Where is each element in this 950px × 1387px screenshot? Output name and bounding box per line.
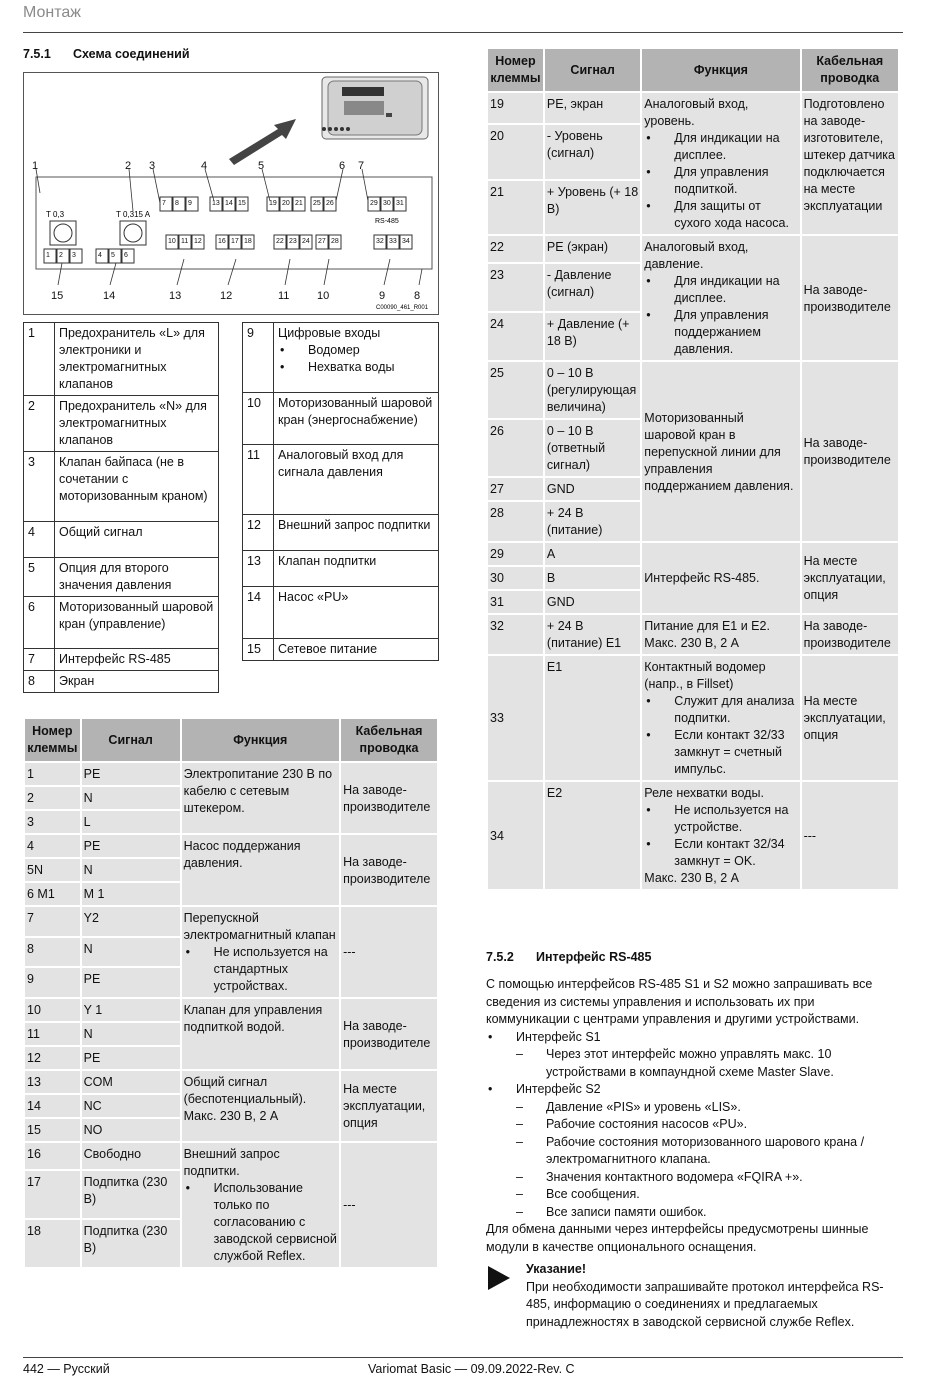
cable-cell: На заводе-производителе [341, 763, 437, 833]
terminal-number: 11 [25, 1023, 80, 1045]
table-row [488, 656, 898, 780]
bullet-item: • Нехватка воды [278, 359, 434, 376]
legend-text: Сетевое питание [278, 642, 378, 656]
terminal-number: 18 [25, 1220, 80, 1267]
col-terminal: Номер клеммы [488, 49, 543, 91]
terminal-number: 31 [488, 591, 543, 613]
cable-cell: На заводе-производителе [341, 999, 437, 1069]
fuse-label-2: T 0,315 A [116, 210, 151, 219]
callout-number: 1 [32, 160, 39, 172]
legend-number: 2 [24, 396, 55, 452]
signal-cell: Свободно [82, 1143, 180, 1169]
bullet-item: • Если контакт 32/34 замкнут = OK. [644, 836, 797, 870]
signal-cell: + 24 В (питание) [545, 502, 640, 541]
table-row [488, 362, 898, 418]
legend-row [243, 323, 439, 393]
footer-divider [23, 1357, 903, 1358]
legend-text: Моторизованный шаровой кран (энергоснабжение) [278, 396, 433, 427]
cable-cell: На заводе-производителе [802, 362, 898, 541]
table-row [25, 835, 437, 857]
function-cell: Электропитание 230 В по кабелю с сетевым штекером. [182, 763, 339, 833]
terminal-number: 30 [488, 567, 543, 589]
callout-number: 13 [169, 290, 182, 302]
legend-row [24, 649, 219, 671]
function-cell: Насос поддержания давления. [182, 835, 339, 905]
col-cable: Кабельная проводка [802, 49, 898, 91]
bullet-item: • Для управления подпиткой. [644, 164, 797, 198]
signal-cell: Y 1 [82, 999, 180, 1021]
bullet-item: • Если контакт 32/33 замкнут = счетный импульс. [644, 727, 797, 778]
legend-number: 14 [243, 587, 274, 639]
terminal-table-1 [23, 717, 439, 1269]
callout-number: 3 [149, 160, 156, 172]
callout-number: 6 [339, 160, 346, 172]
function-cell: Аналоговый вход, уровень. • Для индикации на дисплее. • Для управления подпиткой. • Для защиты от сухого хода насоса. [642, 93, 799, 234]
legend-right [242, 322, 439, 661]
terminal-number: 10 [25, 999, 80, 1021]
bullet-item: • Использование только по согласованию с заводской сервисной службой Reflex. [184, 1180, 337, 1265]
terminal-label: 22 [276, 238, 284, 245]
callout-number: 12 [220, 290, 233, 302]
signal-cell: Подпитка (230 В) [82, 1220, 180, 1267]
terminal-number: 17 [25, 1171, 80, 1218]
callout-number: 11 [278, 290, 290, 302]
page-header: Монтаж [23, 4, 81, 21]
signal-cell: + 24 В (питание) E1 [545, 615, 640, 654]
rs485-intro: С помощью интерфейсов RS-485 S1 и S2 можно запрашивать все сведения из системы управления и использовать их при коммуникации с центрами управления и другими устройствами. [486, 977, 873, 1026]
terminal-label: 31 [396, 200, 404, 207]
terminal-number: 3 [25, 811, 80, 833]
legend-row [243, 515, 439, 551]
table-row [488, 615, 898, 654]
legend-text: Цифровые входы [278, 326, 381, 340]
note-arrow-icon [486, 1264, 512, 1297]
legend-number: 15 [243, 639, 274, 661]
signal-cell: - Давление (сигнал) [545, 264, 640, 311]
function-cell: Интерфейс RS-485. [642, 543, 799, 613]
signal-cell: PE [82, 968, 180, 997]
footer-doc: Variomat Basic — 09.09.2022-Rev. C [368, 1362, 575, 1376]
legend-text: Насос «PU» [278, 590, 349, 604]
terminal-number: 32 [488, 615, 543, 654]
signal-cell: PE [82, 1047, 180, 1069]
terminal-label: 8 [175, 200, 179, 207]
bullet-item: • Служит для анализа подпитки. [644, 693, 797, 727]
terminal-number: 28 [488, 502, 543, 541]
terminal-label: 18 [244, 238, 252, 245]
terminal-number: 33 [488, 656, 543, 780]
section-title-7-5-2: 7.5.2 Интерфейс RS-485 [486, 950, 652, 964]
function-cell: Клапан для управления подпиткой водой. [182, 999, 339, 1069]
terminal-label: 2 [59, 252, 63, 259]
bus-modules-text: Для обмена данными через интерфейсы предусмотрены шинные модули в качестве опционального оснащения. [486, 1222, 869, 1254]
terminal-number: 21 [488, 181, 543, 234]
legend-number: 9 [243, 323, 274, 393]
cable-cell: --- [802, 782, 898, 889]
terminal-number: 1 [25, 763, 80, 785]
terminal-label: 32 [376, 238, 384, 245]
signal-cell: Подпитка (230 В) [82, 1171, 180, 1218]
signal-cell: PE (экран) [545, 236, 640, 262]
terminal-number: 24 [488, 313, 543, 360]
rs485-section-body [486, 976, 898, 1256]
callout-number: 9 [379, 290, 386, 302]
terminal-label: 19 [269, 200, 277, 207]
interface-s2: • Интерфейс S2 [486, 1081, 898, 1099]
terminal-number: 26 [488, 420, 543, 476]
legend-text: Аналоговый вход для сигнала давления [278, 448, 404, 479]
terminal-label: 3 [72, 252, 76, 259]
signal-cell: COM [82, 1071, 180, 1093]
wiring-diagram [23, 72, 439, 315]
legend-row [243, 639, 439, 661]
terminal-number: 16 [25, 1143, 80, 1169]
signal-cell: NC [82, 1095, 180, 1117]
legend-number: 1 [24, 323, 55, 396]
callout-number: 8 [414, 290, 421, 302]
col-signal: Сигнал [82, 719, 180, 761]
signal-cell: PE [82, 835, 180, 857]
signal-cell: Y2 [82, 907, 180, 936]
function-cell: Реле нехватки воды. • Не используется на устройстве. • Если контакт 32/34 замкнут = OK. Макс. 230 В, 2 А [642, 782, 799, 889]
table-row [25, 999, 437, 1021]
function-cell: Контактный водомер (напр., в Fillset) • Служит для анализа подпитки. • Если контакт 32/33 замкнут = счетный импульс. [642, 656, 799, 780]
legend-text: Клапан байпаса (не в сочетании с моторизованным краном) [59, 455, 208, 503]
cable-cell: Подготовлено на заводе-изготовителе, штекер датчика подключается на месте эксплуатации [802, 93, 898, 234]
terminal-label: 14 [225, 200, 233, 207]
cable-cell: На заводе-производителе [802, 236, 898, 360]
terminal-number: 29 [488, 543, 543, 565]
signal-cell: L [82, 811, 180, 833]
function-cell: Перепускной электромагнитный клапан • Не используется на стандартных устройствах. [182, 907, 339, 997]
legend-row [24, 396, 219, 452]
s1-item: – Через этот интерфейс можно управлять макс. 10 устройствами в компаундной схеме Master Slave. [486, 1046, 898, 1081]
legend-left [23, 322, 219, 693]
col-function: Функция [642, 49, 799, 91]
legend-number: 7 [24, 649, 55, 671]
terminal-number: 25 [488, 362, 543, 418]
terminal-number: 4 [25, 835, 80, 857]
diagram-code: C00090_461_R001 [376, 305, 429, 311]
terminal-number: 13 [25, 1071, 80, 1093]
callout-number: 14 [103, 290, 116, 302]
terminal-label: 9 [188, 200, 192, 207]
s2-item: – Значения контактного водомера «FQIRA +». [486, 1169, 898, 1187]
legend-row [243, 393, 439, 445]
s2-item: – Рабочие состояния моторизованного шарового крана / электромагнитного клапана. [486, 1134, 898, 1169]
legend-text: Опция для второго значения давления [59, 561, 172, 592]
function-cell: Моторизованный шаровой кран в перепускной линии для управления поддержанием давления. [642, 362, 799, 541]
rs485-label: RS-485 [375, 218, 399, 225]
cable-cell: --- [341, 1143, 437, 1267]
terminal-number: 12 [25, 1047, 80, 1069]
legend-text: Моторизованный шаровой кран (управление) [59, 600, 214, 631]
header-divider [23, 32, 903, 33]
terminal-label: 26 [326, 200, 334, 207]
legend-number: 8 [24, 671, 55, 693]
col-terminal: Номер клеммы [25, 719, 80, 761]
terminal-number: 9 [25, 968, 80, 997]
legend-text: Экран [59, 674, 95, 688]
function-cell: Общий сигнал (беспотенциальный). Макс. 230 В, 2 А [182, 1071, 339, 1141]
terminal-label: 33 [389, 238, 397, 245]
callout-number: 7 [358, 160, 365, 172]
terminal-number: 27 [488, 478, 543, 500]
legend-row [243, 587, 439, 639]
note-title: Указание! [526, 1262, 587, 1276]
terminal-number: 20 [488, 125, 543, 178]
footer-page: 442 — Русский [23, 1362, 110, 1376]
legend-text: Клапан подпитки [278, 554, 377, 568]
terminal-number: 23 [488, 264, 543, 311]
bullet-item: • Для индикации на дисплее. [644, 130, 797, 164]
terminal-number: 5N [25, 859, 80, 881]
terminal-label: 28 [331, 238, 339, 245]
terminal-label: 5 [111, 252, 115, 259]
legend-text: Общий сигнал [59, 525, 143, 539]
signal-cell: M 1 [82, 883, 180, 905]
bullet-item: • Для управления поддержанием давления. [644, 307, 797, 358]
terminal-number: 19 [488, 93, 543, 123]
terminal-number: 8 [25, 938, 80, 967]
signal-cell: NO [82, 1119, 180, 1141]
callout-number: 4 [201, 160, 208, 172]
terminal-number: 22 [488, 236, 543, 262]
terminal-number: 14 [25, 1095, 80, 1117]
bullet-item: • Водомер [278, 342, 434, 359]
terminal-label: 16 [218, 238, 226, 245]
callout-number: 15 [51, 290, 64, 302]
legend-row [243, 551, 439, 587]
bullet-item: • Для индикации на дисплее. [644, 273, 797, 307]
legend-number: 13 [243, 551, 274, 587]
legend-number: 3 [24, 452, 55, 522]
signal-cell: + Уровень (+ 18 В) [545, 181, 640, 234]
cable-cell: --- [341, 907, 437, 997]
callout-number: 5 [258, 160, 265, 172]
signal-cell: 0 – 10 В (ответный сигнал) [545, 420, 640, 476]
terminal-label: 7 [162, 200, 166, 207]
cable-cell: На заводе-производителе [341, 835, 437, 905]
section-title-7-5-1: 7.5.1 Схема соединений [23, 47, 190, 61]
terminal-number: 34 [488, 782, 543, 889]
note-text: При необходимости запрашивайте протокол интерфейса RS-485, информацию о соединениях и предлагаемых принадлежностях в заводской сервисной службе Reflex. [526, 1279, 884, 1329]
table-row [25, 907, 437, 936]
cable-cell: На месте эксплуатации, опция [341, 1071, 437, 1141]
legend-text: Интерфейс RS-485 [59, 652, 171, 666]
signal-cell: N [82, 859, 180, 881]
legend-row [24, 522, 219, 558]
legend-number: 12 [243, 515, 274, 551]
legend-number: 6 [24, 597, 55, 649]
legend-number: 4 [24, 522, 55, 558]
terminal-label: 1 [46, 252, 50, 259]
table-row [25, 763, 437, 785]
function-cell: Питание для E1 и E2. Макс. 230 В, 2 А [642, 615, 799, 654]
table-row [488, 236, 898, 262]
terminal-label: 34 [402, 238, 410, 245]
callout-number: 10 [317, 290, 330, 302]
terminal-number: 7 [25, 907, 80, 936]
function-cell: Аналоговый вход, давление. • Для индикации на дисплее. • Для управления поддержанием давления. [642, 236, 799, 360]
signal-cell: PE, экран [545, 93, 640, 123]
legend-text: Внешний запрос подпитки [278, 518, 431, 532]
legend-row [24, 671, 219, 693]
legend-row [243, 445, 439, 515]
legend-text: Предохранитель «N» для электромагнитных клапанов [59, 399, 207, 447]
table-row [488, 93, 898, 123]
fuse-label-1: T 0,3 [46, 210, 65, 219]
cable-cell: На месте эксплуатации, опция [802, 656, 898, 780]
signal-cell: + Давление (+ 18 В) [545, 313, 640, 360]
legend-row [24, 597, 219, 649]
legend-row [24, 558, 219, 597]
terminal-number: 2 [25, 787, 80, 809]
terminal-label: 20 [282, 200, 290, 207]
terminal-label: 29 [370, 200, 378, 207]
terminal-label: 4 [98, 252, 102, 259]
signal-cell: GND [545, 591, 640, 613]
bullet-item: • Для защиты от сухого хода насоса. [644, 198, 797, 232]
table-row [25, 1143, 437, 1169]
terminal-label: 23 [289, 238, 297, 245]
terminal-label: 24 [302, 238, 310, 245]
legend-number: 11 [243, 445, 274, 515]
callout-number: 2 [125, 160, 132, 172]
signal-cell: N [82, 1023, 180, 1045]
function-cell: Внешний запрос подпитки. • Использование только по согласованию с заводской сервисной службой Reflex. [182, 1143, 339, 1267]
signal-cell: E1 [545, 656, 640, 780]
legend-text: Предохранитель «L» для электроники и электромагнитных клапанов [59, 326, 205, 391]
cable-cell: На заводе-производителе [802, 615, 898, 654]
note-box [526, 1261, 898, 1331]
s2-item: – Все сообщения. [486, 1186, 898, 1204]
legend-row [24, 452, 219, 522]
signal-cell: - Уровень (сигнал) [545, 125, 640, 178]
terminal-label: 21 [295, 200, 303, 207]
signal-cell: B [545, 567, 640, 589]
terminal-table-2 [486, 47, 900, 891]
terminal-label: 15 [238, 200, 246, 207]
col-cable: Кабельная проводка [341, 719, 437, 761]
signal-cell: A [545, 543, 640, 565]
col-signal: Сигнал [545, 49, 640, 91]
table-row [488, 543, 898, 565]
table-row [25, 1071, 437, 1093]
signal-cell: N [82, 787, 180, 809]
s2-item: – Рабочие состояния насосов «PU». [486, 1116, 898, 1134]
signal-cell: 0 – 10 В (регулирующая величина) [545, 362, 640, 418]
terminal-label: 10 [168, 238, 176, 245]
signal-cell: N [82, 938, 180, 967]
terminal-label: 17 [231, 238, 239, 245]
legend-number: 5 [24, 558, 55, 597]
s2-item: – Давление «PIS» и уровень «LIS». [486, 1099, 898, 1117]
legend-number: 10 [243, 393, 274, 445]
terminal-label: 30 [383, 200, 391, 207]
table-row [488, 782, 898, 889]
terminal-number: 6 M1 [25, 883, 80, 905]
terminal-label: 27 [318, 238, 326, 245]
interface-s1: • Интерфейс S1 [486, 1029, 898, 1047]
signal-cell: GND [545, 478, 640, 500]
terminal-label: 6 [124, 252, 128, 259]
signal-cell: E2 [545, 782, 640, 889]
legend-row [24, 323, 219, 396]
terminal-number: 15 [25, 1119, 80, 1141]
cable-cell: На месте эксплуатации, опция [802, 543, 898, 613]
col-function: Функция [182, 719, 339, 761]
s2-item: – Все записи памяти ошибок. [486, 1204, 898, 1222]
terminal-label: 11 [181, 238, 189, 245]
bullet-item: • Не используется на устройстве. [644, 802, 797, 836]
bullet-item: • Не используется на стандартных устройствах. [184, 944, 337, 995]
terminal-label: 13 [212, 200, 220, 207]
signal-cell: PE [82, 763, 180, 785]
terminal-label: 25 [313, 200, 321, 207]
terminal-label: 12 [194, 238, 202, 245]
